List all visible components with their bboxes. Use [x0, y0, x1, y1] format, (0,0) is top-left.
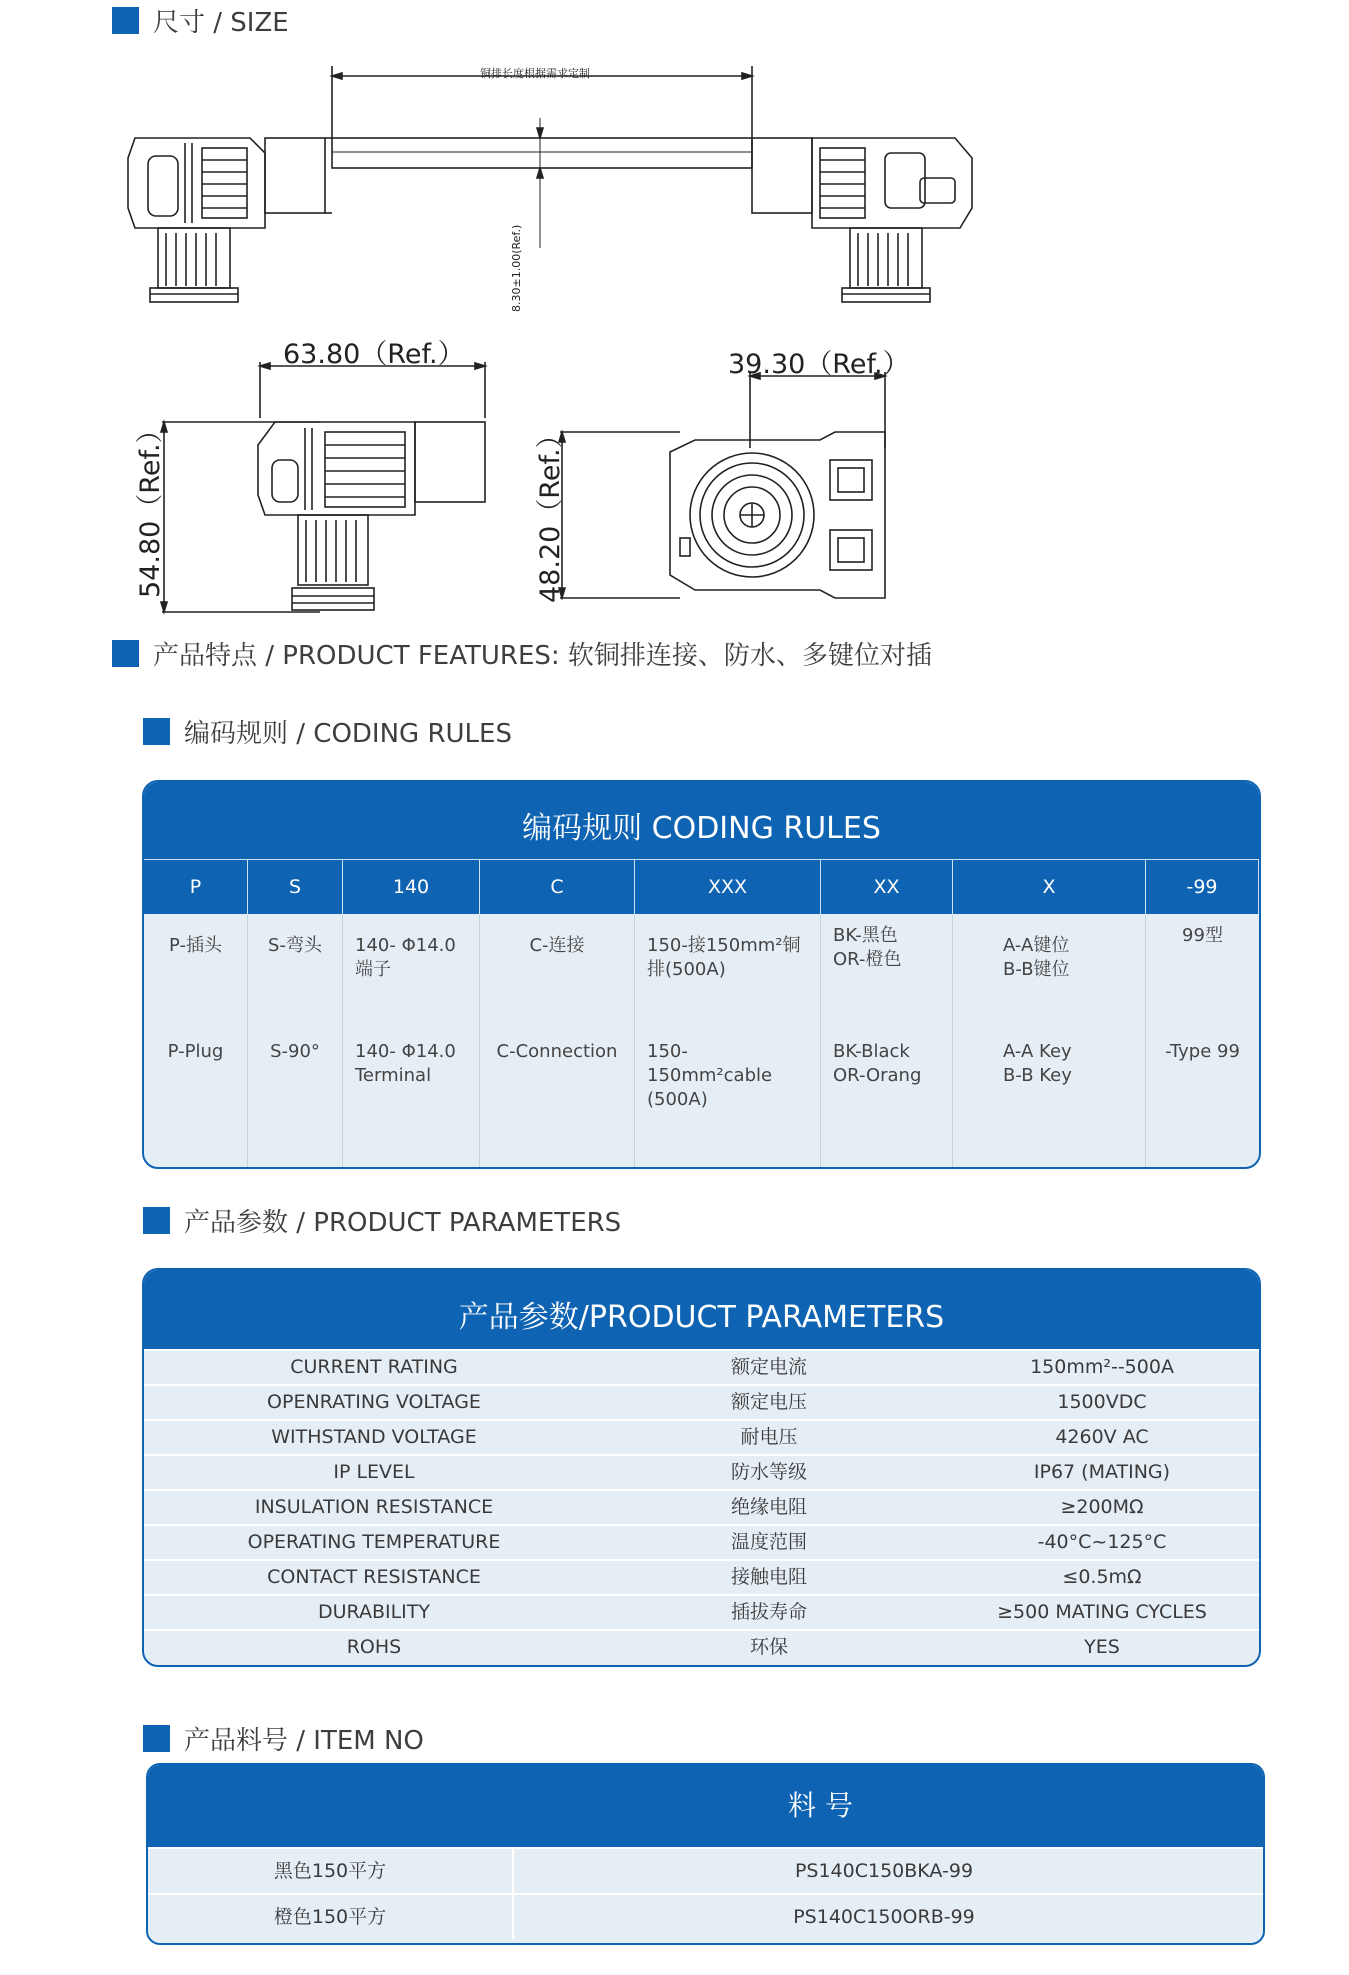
coding-header-x: X: [953, 859, 1146, 914]
table-row: [144, 1384, 1259, 1419]
param-value: ≥200MΩ: [1060, 1496, 1144, 1518]
coding-header-xx: XX: [821, 859, 953, 914]
section-size-heading: [112, 2, 289, 39]
param-value: 1500VDC: [1057, 1391, 1147, 1413]
coding-col-s: [248, 914, 343, 1169]
section-coding-title: 编码规则 / CODING RULES: [184, 719, 512, 749]
table-row: [144, 1524, 1259, 1559]
dim-width: 63.80（Ref.）: [283, 339, 465, 370]
param-value: 150mm²--500A: [1030, 1356, 1174, 1378]
coding-cn-s: S-弯头: [268, 935, 322, 956]
dim-height2: 48.20（Ref.）: [535, 421, 566, 603]
section-marker: [143, 718, 170, 745]
section-params-title: 产品参数 / PRODUCT PARAMETERS: [184, 1208, 622, 1238]
coding-en-c: C-Connection: [496, 1041, 618, 1062]
coding-cn-99: 99型: [1182, 925, 1223, 946]
coding-header-s: S: [248, 859, 343, 914]
side-view-drawing: [150, 360, 495, 622]
item-name: 橙色150平方: [148, 1895, 514, 1939]
coding-col-x: [953, 914, 1146, 1169]
section-marker: [112, 7, 139, 34]
param-value: IP67 (MATING): [1033, 1461, 1171, 1483]
table-row: [144, 1349, 1259, 1384]
param-cn: 环保: [749, 1636, 788, 1658]
coding-cn-c: C-连接: [529, 935, 585, 956]
coding-col-p: [144, 914, 248, 1169]
section-marker: [143, 1725, 170, 1752]
coding-col-140: [343, 914, 480, 1169]
param-value: ≥500 MATING CYCLES: [997, 1601, 1207, 1623]
section-item-title: 产品料号 / ITEM NO: [184, 1726, 424, 1756]
coding-header-140: 140: [343, 859, 480, 914]
table-row: [144, 1454, 1259, 1489]
item-no-table: [146, 1763, 1265, 1945]
params-rows: [144, 1349, 1259, 1664]
param-cn: 额定电压: [730, 1391, 807, 1413]
params-table-title: 产品参数/PRODUCT PARAMETERS: [144, 1270, 1259, 1349]
assembly-drawing: [120, 58, 980, 318]
coding-en-xx: BK-Black OR-Orang: [833, 1041, 922, 1086]
param-value: -40°C~125°C: [1037, 1531, 1167, 1553]
section-marker: [143, 1207, 170, 1234]
table-row: [144, 1594, 1259, 1629]
coding-table-title: 编码规则 CODING RULES: [144, 782, 1259, 859]
coding-en-xxx: 150-150mm²cable (500A): [647, 1041, 773, 1110]
coding-cn-xx: BK-黑色 OR-橙色: [833, 925, 902, 970]
param-value: ≤0.5mΩ: [1062, 1566, 1142, 1588]
section-marker: [112, 640, 139, 667]
coding-header-xxx: XXX: [635, 859, 821, 914]
table-row: [144, 1629, 1259, 1664]
coding-header-99: -99: [1146, 859, 1259, 914]
table-row: [144, 1489, 1259, 1524]
param-en: WITHSTAND VOLTAGE: [271, 1426, 477, 1448]
dim-width2: 39.30（Ref.）: [728, 349, 910, 380]
param-en: INSULATION RESISTANCE: [254, 1496, 494, 1518]
param-cn: 温度范围: [730, 1531, 807, 1553]
dim-height: 54.80（Ref.）: [135, 416, 166, 598]
param-cn: 绝缘电阻: [730, 1496, 807, 1518]
item-name: 黑色150平方: [148, 1849, 514, 1893]
item-table-title: 料 号: [148, 1765, 1263, 1847]
coding-rules-table: [142, 780, 1261, 1169]
section-item-heading: [143, 1720, 424, 1757]
section-features-title: 产品特点 / PRODUCT FEATURES: 软铜排连接、防水、多键位对插: [153, 641, 932, 671]
coding-en-140: 140- Φ14.0 Terminal: [355, 1041, 456, 1086]
param-en: DURABILITY: [317, 1601, 430, 1623]
param-en: IP LEVEL: [333, 1461, 415, 1483]
coding-en-p: P-Plug: [167, 1041, 224, 1062]
coding-cn-140: 140- Φ14.0 端子: [355, 935, 456, 980]
param-value: 4260V AC: [1055, 1426, 1149, 1448]
param-en: CURRENT RATING: [290, 1356, 458, 1378]
coding-en-99: -Type 99: [1165, 1041, 1240, 1062]
param-cn: 耐电压: [740, 1426, 798, 1448]
param-cn: 接触电阻: [730, 1566, 807, 1588]
coding-cn-xxx: 150-接150mm²铜 排(500A): [647, 935, 801, 980]
table-row: [148, 1847, 1263, 1893]
coding-en-x: A-A Key B-B Key: [1003, 1041, 1072, 1086]
coding-col-xxx: [635, 914, 821, 1169]
coding-cn-p: P-插头: [169, 935, 222, 956]
param-en: OPENRATING VOLTAGE: [267, 1391, 481, 1413]
coding-col-99: [1146, 914, 1259, 1169]
coding-col-xx: [821, 914, 953, 1169]
section-params-heading: [143, 1202, 621, 1239]
section-coding-heading: [143, 713, 512, 750]
coding-grid: [144, 859, 1259, 1169]
param-en: OPERATING TEMPERATURE: [247, 1531, 501, 1553]
section-features-heading: [112, 635, 932, 672]
param-cn: 防水等级: [730, 1461, 807, 1483]
coding-cn-x: A-A键位 B-B键位: [1003, 935, 1070, 980]
param-en: ROHS: [346, 1636, 402, 1658]
param-cn: 额定电流: [730, 1356, 807, 1378]
table-row: [144, 1559, 1259, 1594]
section-size-title: 尺寸 / SIZE: [153, 8, 289, 38]
thickness-note: 8.30±1.00(Ref.): [510, 224, 523, 312]
param-value: YES: [1084, 1636, 1120, 1658]
item-code: PS140C150ORB-99: [793, 1906, 975, 1928]
params-table: [142, 1268, 1261, 1667]
front-view-drawing: [530, 370, 900, 610]
coding-header-c: C: [480, 859, 635, 914]
table-row: [144, 1419, 1259, 1454]
table-row: [148, 1893, 1263, 1939]
param-en: CONTACT RESISTANCE: [267, 1566, 481, 1588]
coding-header-p: P: [144, 859, 248, 914]
length-note: 铜排长度根据需求定制: [480, 67, 590, 80]
param-cn: 插拔寿命: [730, 1601, 807, 1623]
coding-col-c: [480, 914, 635, 1169]
coding-en-s: S-90°: [270, 1041, 320, 1062]
item-code: PS140C150BKA-99: [794, 1860, 974, 1882]
